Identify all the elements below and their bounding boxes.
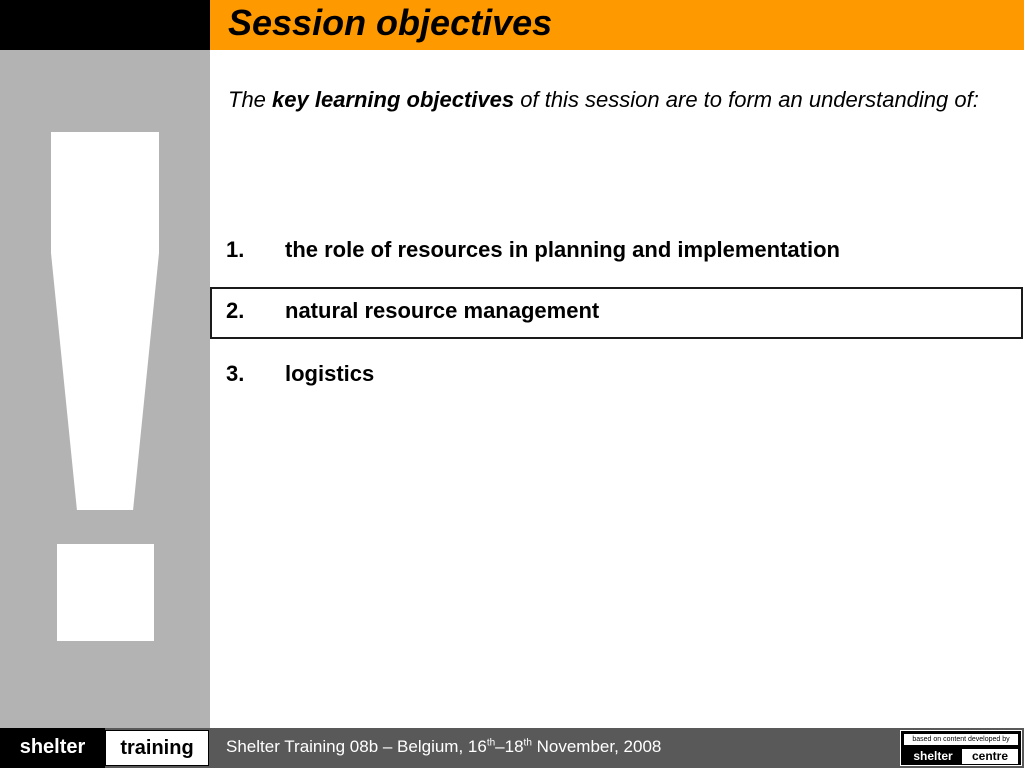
shelter-logo-left: shelter [0, 728, 105, 768]
event-sup-2: th [523, 737, 532, 749]
event-mid: –18 [495, 737, 524, 756]
training-logo: training [105, 730, 209, 766]
exclamation-mark-icon [51, 132, 159, 510]
sidebar-panel [0, 50, 210, 728]
credit-centre: centre [962, 749, 1018, 764]
intro-emphasis: key learning objectives [272, 87, 515, 112]
title-bar [210, 0, 1024, 50]
intro-text [228, 85, 988, 115]
objective-item-1 [210, 226, 1023, 276]
objective-number: 3. [226, 361, 245, 386]
exclamation-dot [57, 544, 154, 641]
event-prefix: Shelter Training 08b – Belgium, 16 [226, 737, 487, 756]
credit-shelter: shelter [913, 749, 953, 763]
corner-block [0, 0, 210, 50]
footer-bar [0, 728, 1024, 768]
credit-logo [900, 730, 1022, 766]
objective-text: natural resource management [285, 298, 600, 323]
event-suffix: November, 2008 [531, 737, 662, 756]
page-title: Session objectives [228, 2, 553, 43]
objective-number: 2. [226, 298, 245, 323]
intro-lead: The [228, 87, 273, 112]
event-info [226, 737, 661, 757]
intro-rest: of this session are to form an understanding of: [514, 87, 979, 112]
event-sup-1: th [486, 737, 496, 749]
objective-item-2 [210, 287, 1023, 339]
objective-text: the role of resources in planning and implementation [285, 237, 840, 262]
credit-caption: based on content developed by [904, 734, 1018, 745]
objective-item-3 [210, 350, 1023, 400]
objective-text: logistics [285, 361, 375, 386]
objective-number: 1. [226, 237, 245, 262]
